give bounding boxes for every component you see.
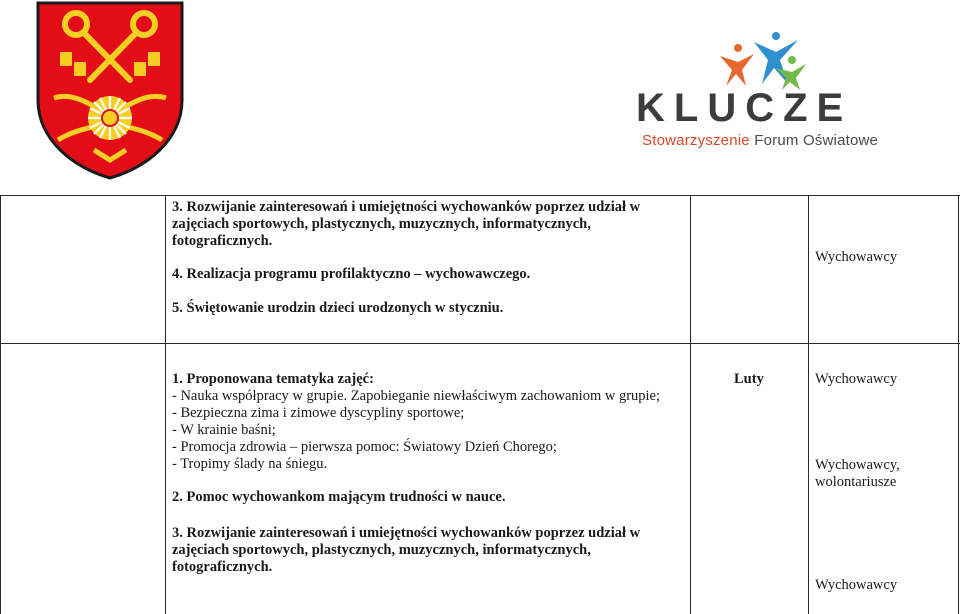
table-top-border <box>0 195 960 196</box>
col-border-0 <box>0 195 1 614</box>
klucze-logo <box>636 28 879 158</box>
row2-item3-line2: zajęciach sportowych, plastycznych, muzycznych, informatycznych, <box>172 542 591 558</box>
col-border-1 <box>165 195 166 614</box>
row1-item3-line1: 3. Rozwijanie zainteresowań i umiejętności wychowanków poprzez udział w <box>172 199 641 215</box>
logo-subtitle-part2: Forum Oświatowe <box>754 132 879 149</box>
row1-item3-line2: zajęciach sportowych, plastycznych, muzycznych, informatycznych, <box>172 216 591 232</box>
row2-responsible1: Wychowawcy <box>815 371 898 387</box>
row2-responsible2-line1: Wychowawcy, <box>815 457 900 473</box>
klucze-logo-figures-icon <box>676 28 816 90</box>
row1-item5: 5. Świętowanie urodzin dzieci urodzonych w styczniu. <box>172 300 504 316</box>
col-border-2 <box>690 195 691 614</box>
row2-item3-line1: 3. Rozwijanie zainteresowań i umiejętności wychowanków poprzez udział w <box>172 525 641 541</box>
row2-topic1: - Nauka współpracy w grupie. <box>172 388 348 404</box>
row2-topic5: - Promocja zdrowia – pierwsza pomoc: Światowy Dzień Chorego; <box>172 439 557 455</box>
row1-item4: 4. Realizacja programu profilaktyczno – wychowawczego. <box>172 266 531 282</box>
plan-table <box>0 195 960 614</box>
row1-responsible: Wychowawcy <box>815 249 898 265</box>
row2-item1-title: 1. Proponowana tematyka zajęć: <box>172 371 374 387</box>
logo-brand-text: KLUCZE <box>636 86 853 130</box>
logo-subtitle <box>642 132 878 149</box>
coat-of-arms-icon <box>34 0 186 180</box>
row2-responsible2-line2: wolontariusze <box>815 474 897 490</box>
row1-item3-line3: fotograficznych. <box>172 233 273 249</box>
row2-topic4: - W krainie baśni; <box>172 422 276 438</box>
col-border-3 <box>808 195 809 614</box>
row2-responsible3: Wychowawcy <box>815 577 898 593</box>
row2-topic2: Zapobieganie niewłaściwym zachowaniom w grupie; <box>347 388 661 404</box>
col-border-4 <box>958 195 959 614</box>
row-divider <box>0 343 960 344</box>
row2-item3-line3: fotograficznych. <box>172 559 273 575</box>
page-header <box>0 0 960 190</box>
logo-subtitle-part1: Stowarzyszenie <box>642 132 750 149</box>
row2-topic-line1 <box>172 388 660 405</box>
row2-topic3: - Bezpieczna zima i zimowe dyscypliny sportowe; <box>172 405 465 421</box>
row2-item2: 2. Pomoc wychowankom mającym trudności w nauce. <box>172 489 506 505</box>
row2-topic6: - Tropimy ślady na śniegu. <box>172 456 328 472</box>
row2-month: Luty <box>734 371 764 387</box>
